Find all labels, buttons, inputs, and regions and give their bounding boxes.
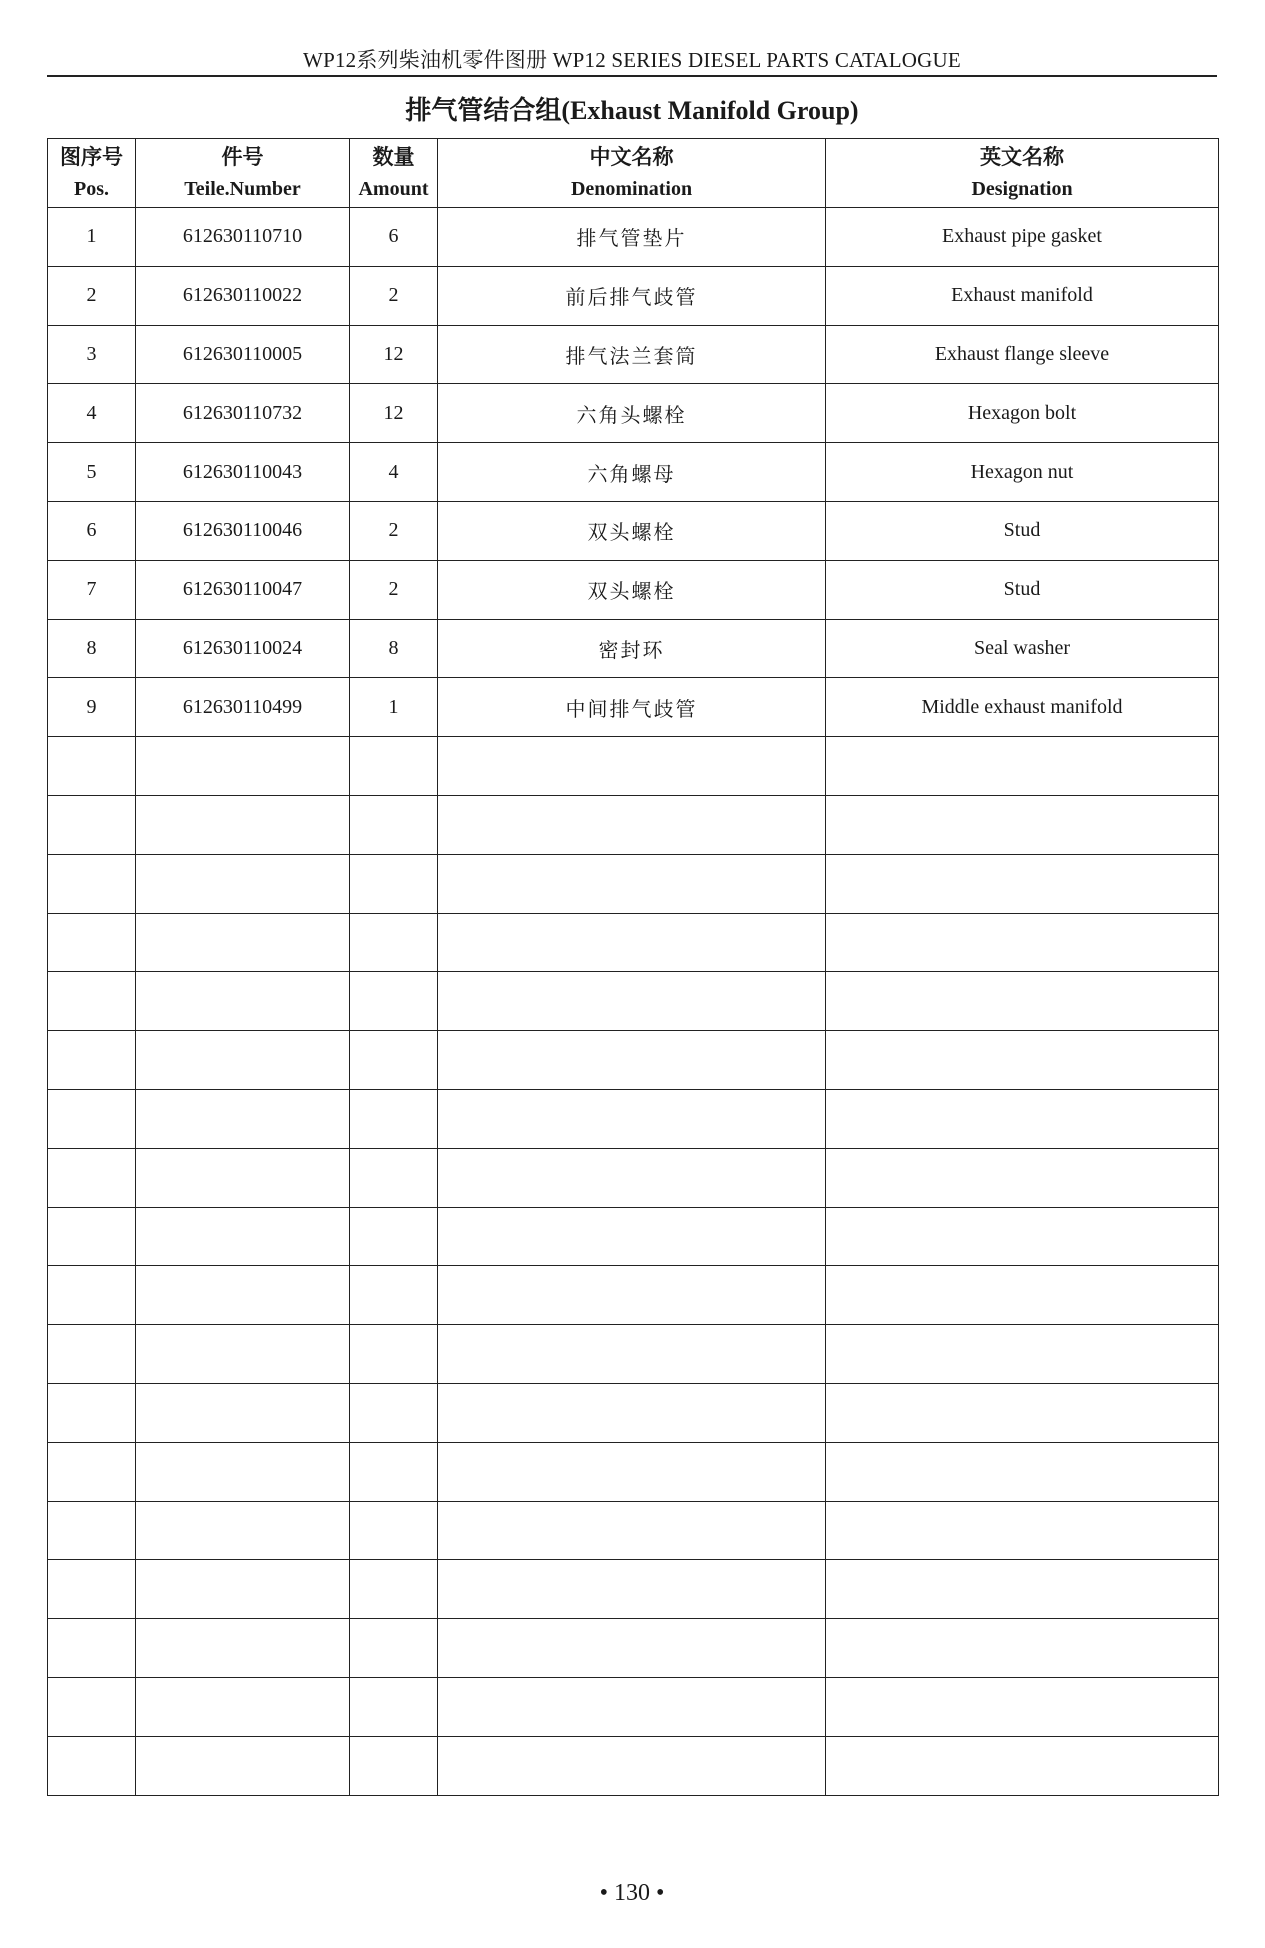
page-title: 排气管结合组(Exhaust Manifold Group) [405, 96, 859, 125]
cell-part-number: 612630110499 [136, 678, 350, 737]
column-header-label-zh: 英文名称 [980, 145, 1064, 169]
cell-denomination [438, 1560, 826, 1619]
cell-designation [826, 1148, 1219, 1207]
cell-amount: 4 [350, 443, 438, 502]
table-row [48, 1207, 1219, 1266]
cell-part-number [136, 1089, 350, 1148]
table-row [48, 1031, 1219, 1090]
cell-part-number: 612630110024 [136, 619, 350, 678]
cell-designation [826, 1677, 1219, 1736]
cell-denomination [438, 854, 826, 913]
cell-pos [48, 1325, 136, 1384]
table-row [48, 1148, 1219, 1207]
parts-table [47, 138, 1219, 1796]
cell-denomination [438, 1207, 826, 1266]
table-header-row [48, 139, 1219, 208]
cell-amount [350, 854, 438, 913]
cell-designation [826, 1736, 1219, 1795]
cell-designation [826, 1619, 1219, 1678]
cell-part-number: 612630110710 [136, 208, 350, 267]
cell-pos: 6 [48, 501, 136, 560]
table-row [48, 1383, 1219, 1442]
table-row [48, 266, 1219, 325]
table-row [48, 1619, 1219, 1678]
cell-pos: 2 [48, 266, 136, 325]
cell-denomination: 双头螺栓 [438, 501, 826, 560]
cell-pos [48, 1089, 136, 1148]
cell-denomination [438, 1266, 826, 1325]
cell-denomination [438, 1501, 826, 1560]
cell-amount [350, 1383, 438, 1442]
cell-designation [826, 854, 1219, 913]
cell-amount [350, 1736, 438, 1795]
cell-denomination [438, 737, 826, 796]
cell-part-number [136, 1383, 350, 1442]
cell-part-number [136, 854, 350, 913]
cell-amount [350, 1148, 438, 1207]
column-header-label-en: Denomination [570, 178, 693, 200]
cell-amount: 2 [350, 501, 438, 560]
column-header-pos [48, 139, 136, 208]
column-header-label-en: Teile.Number [184, 178, 301, 200]
cell-designation [826, 1207, 1219, 1266]
cell-pos [48, 1501, 136, 1560]
column-header-number [136, 139, 350, 208]
cell-pos: 3 [48, 325, 136, 384]
cell-denomination: 前后排气歧管 [438, 266, 826, 325]
cell-part-number [136, 737, 350, 796]
column-header-label-en: Pos. [74, 178, 109, 200]
cell-denomination [438, 1619, 826, 1678]
parts-table-body [48, 208, 1219, 1796]
cell-amount [350, 1266, 438, 1325]
cell-designation: Exhaust flange sleeve [826, 325, 1219, 384]
table-row [48, 384, 1219, 443]
cell-part-number [136, 913, 350, 972]
cell-pos [48, 1207, 136, 1266]
cell-pos: 5 [48, 443, 136, 502]
cell-part-number [136, 1619, 350, 1678]
cell-denomination [438, 1031, 826, 1090]
table-row [48, 737, 1219, 796]
table-row [48, 1501, 1219, 1560]
cell-denomination: 双头螺栓 [438, 560, 826, 619]
cell-part-number [136, 795, 350, 854]
cell-pos [48, 1031, 136, 1090]
cell-denomination [438, 913, 826, 972]
cell-designation [826, 1089, 1219, 1148]
table-row [48, 619, 1219, 678]
cell-pos [48, 1383, 136, 1442]
cell-part-number [136, 972, 350, 1031]
table-row [48, 795, 1219, 854]
cell-amount: 2 [350, 266, 438, 325]
table-row [48, 1677, 1219, 1736]
cell-part-number [136, 1031, 350, 1090]
cell-denomination [438, 1736, 826, 1795]
cell-pos [48, 854, 136, 913]
cell-pos: 4 [48, 384, 136, 443]
cell-amount [350, 1619, 438, 1678]
table-row [48, 854, 1219, 913]
table-row [48, 1736, 1219, 1795]
cell-designation [826, 1031, 1219, 1090]
cell-part-number [136, 1736, 350, 1795]
cell-amount: 2 [350, 560, 438, 619]
column-header-label-zh: 件号 [221, 145, 264, 169]
cell-designation [826, 1560, 1219, 1619]
cell-pos [48, 913, 136, 972]
cell-pos [48, 1148, 136, 1207]
column-header-amount [350, 139, 438, 208]
cell-designation [826, 1266, 1219, 1325]
table-row [48, 560, 1219, 619]
cell-amount: 12 [350, 325, 438, 384]
cell-denomination: 密封环 [438, 619, 826, 678]
cell-designation [826, 737, 1219, 796]
cell-amount [350, 1442, 438, 1501]
cell-amount [350, 737, 438, 796]
cell-denomination [438, 1148, 826, 1207]
cell-amount [350, 913, 438, 972]
cell-part-number: 612630110005 [136, 325, 350, 384]
cell-part-number [136, 1442, 350, 1501]
cell-amount: 6 [350, 208, 438, 267]
cell-amount [350, 1089, 438, 1148]
cell-pos [48, 795, 136, 854]
cell-denomination [438, 795, 826, 854]
cell-designation [826, 1442, 1219, 1501]
cell-amount [350, 972, 438, 1031]
column-header-label-zh: 图序号 [60, 145, 123, 169]
cell-amount [350, 1031, 438, 1090]
cell-denomination: 六角螺母 [438, 443, 826, 502]
cell-pos [48, 1442, 136, 1501]
table-row [48, 501, 1219, 560]
column-header-designation [826, 139, 1219, 208]
cell-denomination [438, 1383, 826, 1442]
table-row [48, 1560, 1219, 1619]
header-rule [47, 75, 1217, 77]
cell-pos [48, 1619, 136, 1678]
column-header-label-zh: 中文名称 [589, 145, 674, 169]
table-row [48, 325, 1219, 384]
cell-designation: Hexagon bolt [826, 384, 1219, 443]
cell-part-number [136, 1207, 350, 1266]
cell-designation [826, 913, 1219, 972]
cell-part-number [136, 1325, 350, 1384]
running-header: WP12系列柴油机零件图册 WP12 SERIES DIESEL PARTS CATALOGUE [303, 48, 961, 72]
table-row [48, 1442, 1219, 1501]
cell-pos: 8 [48, 619, 136, 678]
cell-part-number: 612630110022 [136, 266, 350, 325]
cell-pos [48, 1266, 136, 1325]
cell-designation: Middle exhaust manifold [826, 678, 1219, 737]
cell-denomination: 中间排气歧管 [438, 678, 826, 737]
table-row [48, 443, 1219, 502]
cell-denomination [438, 1089, 826, 1148]
table-row [48, 678, 1219, 737]
cell-denomination [438, 1325, 826, 1384]
cell-pos [48, 972, 136, 1031]
cell-amount: 1 [350, 678, 438, 737]
cell-part-number: 612630110046 [136, 501, 350, 560]
cell-pos [48, 737, 136, 796]
cell-designation: Hexagon nut [826, 443, 1219, 502]
table-row [48, 972, 1219, 1031]
cell-denomination [438, 1677, 826, 1736]
cell-amount [350, 1501, 438, 1560]
cell-part-number [136, 1148, 350, 1207]
cell-amount [350, 1677, 438, 1736]
cell-pos: 1 [48, 208, 136, 267]
cell-designation: Stud [826, 560, 1219, 619]
cell-denomination: 排气法兰套筒 [438, 325, 826, 384]
cell-amount [350, 1325, 438, 1384]
cell-amount [350, 795, 438, 854]
cell-denomination [438, 1442, 826, 1501]
cell-part-number [136, 1266, 350, 1325]
cell-pos [48, 1560, 136, 1619]
cell-pos: 7 [48, 560, 136, 619]
cell-part-number: 612630110043 [136, 443, 350, 502]
cell-pos: 9 [48, 678, 136, 737]
cell-designation [826, 1383, 1219, 1442]
column-header-label-en: Designation [971, 178, 1073, 200]
column-header-denomination [438, 139, 826, 208]
cell-denomination: 六角头螺栓 [438, 384, 826, 443]
cell-designation: Exhaust pipe gasket [826, 208, 1219, 267]
table-row [48, 913, 1219, 972]
cell-denomination [438, 972, 826, 1031]
cell-designation: Exhaust manifold [826, 266, 1219, 325]
cell-part-number [136, 1501, 350, 1560]
cell-part-number: 612630110047 [136, 560, 350, 619]
cell-designation [826, 795, 1219, 854]
table-row [48, 208, 1219, 267]
cell-pos [48, 1736, 136, 1795]
cell-amount: 8 [350, 619, 438, 678]
cell-designation [826, 1325, 1219, 1384]
cell-amount [350, 1207, 438, 1266]
column-header-label-en: Amount [358, 178, 429, 200]
column-header-label-zh: 数量 [372, 145, 415, 169]
cell-designation: Stud [826, 501, 1219, 560]
cell-denomination: 排气管垫片 [438, 208, 826, 267]
table-row [48, 1325, 1219, 1384]
cell-part-number [136, 1560, 350, 1619]
page-number: • 130 • [599, 1880, 665, 1906]
cell-designation: Seal washer [826, 619, 1219, 678]
cell-part-number: 612630110732 [136, 384, 350, 443]
table-row [48, 1089, 1219, 1148]
table-row [48, 1266, 1219, 1325]
cell-pos [48, 1677, 136, 1736]
cell-amount [350, 1560, 438, 1619]
cell-amount: 12 [350, 384, 438, 443]
cell-part-number [136, 1677, 350, 1736]
cell-designation [826, 972, 1219, 1031]
cell-designation [826, 1501, 1219, 1560]
